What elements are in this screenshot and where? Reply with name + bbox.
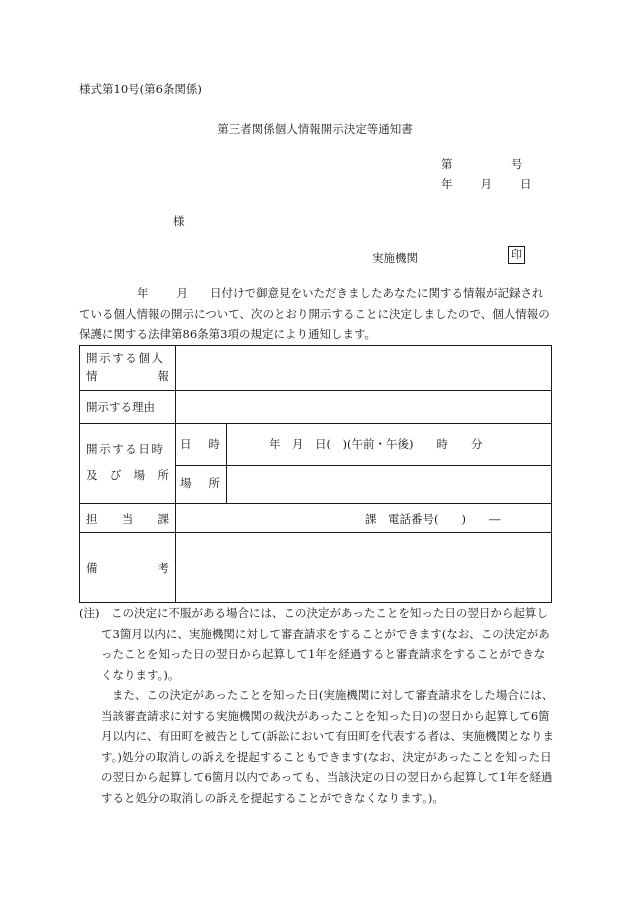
label-datetime (180, 436, 220, 452)
label-char: び (109, 468, 122, 482)
table-rule (80, 423, 551, 424)
document-number-suffix: 号 (511, 157, 523, 171)
label-char: 当 (121, 512, 134, 526)
table-rule (80, 390, 551, 391)
department-phone: 課 電話番号( ) ― (365, 512, 501, 526)
label-disclosed-info (86, 350, 169, 384)
recipient-honorific: 様 (173, 214, 185, 228)
label-disclosed-info-char: 情 (86, 369, 98, 383)
note-1: (注) この決定に不服がある場合には、この決定があったことを知った日の翌日から起算して3箇月以内に、実施機関に対して審査請求をすることができます(なお、この決定があったことを知った日の翌日から起算して1年を経過すると審査請求をすることができなくなります。)。 (79, 606, 550, 682)
table-rule (80, 503, 551, 504)
body-text: 日付けで御意見をいただきましたあなたに関する情報が記録されている個人情報の開示について、次のとおり開示することに決定しましたので、個人情報の保護に関する法律第86条第3項の規定により通知します。 (79, 286, 550, 341)
body-month: 月 (176, 286, 188, 300)
label-place (180, 475, 220, 491)
seal-stamp: 印 (508, 246, 525, 264)
label-disclosure-reason: 開示する理由 (86, 400, 155, 414)
body-year: 年 (137, 286, 149, 300)
document-title: 第三者関係個人情報開示決定等通知書 (217, 122, 413, 136)
label-char: 場 (133, 468, 146, 482)
label-char: 日 (180, 437, 192, 451)
issue-date-month: 月 (480, 177, 492, 191)
notification-body (79, 283, 551, 345)
issue-date-day: 日 (520, 177, 532, 191)
label-disclosure-datetime: 開示する日時 (86, 442, 165, 456)
agency-label: 実施機関 (372, 251, 418, 265)
notes (79, 603, 554, 808)
label-char: 所 (208, 476, 220, 490)
table-rule (80, 532, 551, 533)
label-char: 考 (157, 561, 169, 575)
table-rule (175, 465, 551, 466)
issue-date (441, 176, 532, 192)
label-char: 及 (86, 468, 98, 482)
label-disclosed-info-line1: 開示する個人 (86, 351, 165, 365)
label-department (86, 511, 169, 527)
label-char: 所 (157, 468, 169, 482)
note-2: また、この決定があったことを知った日(実施機関に対して審査請求をした場合には、当該審査請求に対する実施機関の裁決があったことを知った日)の翌日から起算して6箇月以内に、有田町を被告として(訴訟において有田町を代表する者は、実施機関となります。)処分の取消しの訴えを提起することもできます(なお、決定があったことを知った日の翌日から起算して6箇月以内であっても、当該決定の日の翌日から起算して1年を経過すると処分の取消しの訴えを提起することができなくなります。)。 (101, 688, 554, 805)
table-rule (226, 423, 227, 503)
label-remarks (86, 560, 169, 576)
disclosure-table (79, 345, 552, 603)
document-number-label: 第 (441, 157, 453, 171)
label-char: 時 (208, 437, 220, 451)
label-char: 課 (157, 512, 169, 526)
datetime-value: 年 月 日( )(午前・午後) 時 分 (269, 437, 483, 451)
label-disclosed-info-char: 報 (157, 369, 169, 383)
label-disclosure-place (86, 467, 169, 483)
label-char: 場 (180, 476, 192, 490)
form-number: 様式第10号(第6条関係) (79, 82, 202, 96)
label-char: 担 (86, 512, 98, 526)
issue-date-year: 年 (441, 177, 453, 191)
label-char: 備 (86, 561, 98, 575)
table-rule (175, 346, 176, 602)
